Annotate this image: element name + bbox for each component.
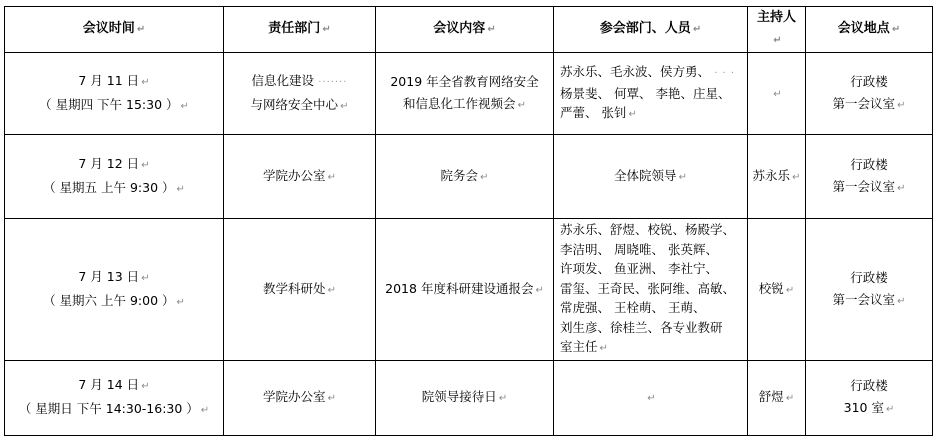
header-row	[5, 7, 933, 53]
content-cell: 院务会 ↵	[376, 135, 554, 219]
header-host: 主持人↵	[748, 7, 806, 53]
host-cell: 校锐 ↵	[748, 219, 806, 361]
content-cell: 院领导接待日 ↵	[376, 361, 554, 436]
header-participants: 参会部门、人员 ↵	[554, 7, 748, 53]
content-cell: 2019 年全省教育网络安全 和信息化工作视频会 ↵	[376, 53, 554, 135]
location-cell: 行政楼 第一会议室 ↵	[806, 53, 933, 135]
participants-cell: 苏永乐、舒煜、校锐、杨殿学、 李洁明、 周晓唯、 张英辉、 许项发、 鱼亚洲、 李社宁、 雷玺、王奇民、张阿维、高敏、 常虎强、 王栓萌、 王萌、 刘生彦、徐桂兰、各专业教研 室主任 ↵	[554, 219, 748, 361]
host-cell: ↵	[748, 53, 806, 135]
participants-cell: ↵	[554, 361, 748, 436]
meeting-schedule-table	[4, 6, 933, 436]
participants-cell: 苏永乐、毛永波、侯方勇、 · · · 杨景斐、 何覃、 李艳、庄星、 严蕾、 张钊 ↵	[554, 53, 748, 135]
host-cell: 舒煜 ↵	[748, 361, 806, 436]
dept-cell: 学院办公室 ↵	[224, 361, 376, 436]
header-content: 会议内容 ↵	[376, 7, 554, 53]
table-row	[5, 219, 933, 361]
dept-cell: 教学科研处 ↵	[224, 219, 376, 361]
meeting-time-cell: 7 月 11 日 ↵ （ 星期四 下午 15:30 ） ↵	[5, 53, 224, 135]
header-location: 会议地点 ↵	[806, 7, 933, 53]
location-cell: 行政楼 第一会议室 ↵	[806, 219, 933, 361]
table-row	[5, 361, 933, 436]
location-cell: 行政楼 310 室 ↵	[806, 361, 933, 436]
host-cell: 苏永乐 ↵	[748, 135, 806, 219]
table-row	[5, 135, 933, 219]
table-row	[5, 53, 933, 135]
dept-cell: 学院办公室 ↵	[224, 135, 376, 219]
content-cell: 2018 年度科研建设通报会 ↵	[376, 219, 554, 361]
location-cell: 行政楼 第一会议室 ↵	[806, 135, 933, 219]
meeting-time-cell: 7 月 13 日 ↵ （ 星期六 上午 9:00 ） ↵	[5, 219, 224, 361]
meeting-time-cell: 7 月 12 日 ↵ （ 星期五 上午 9:30 ） ↵	[5, 135, 224, 219]
header-time: 会议时间 ↵	[5, 7, 224, 53]
meeting-time-cell: 7 月 14 日 ↵ （ 星期日 下午 14:30-16:30 ） ↵	[5, 361, 224, 436]
header-dept: 责任部门 ↵	[224, 7, 376, 53]
dept-cell: 信息化建设 ······· 与网络安全中心 ↵	[224, 53, 376, 135]
participants-cell: 全体院领导 ↵	[554, 135, 748, 219]
